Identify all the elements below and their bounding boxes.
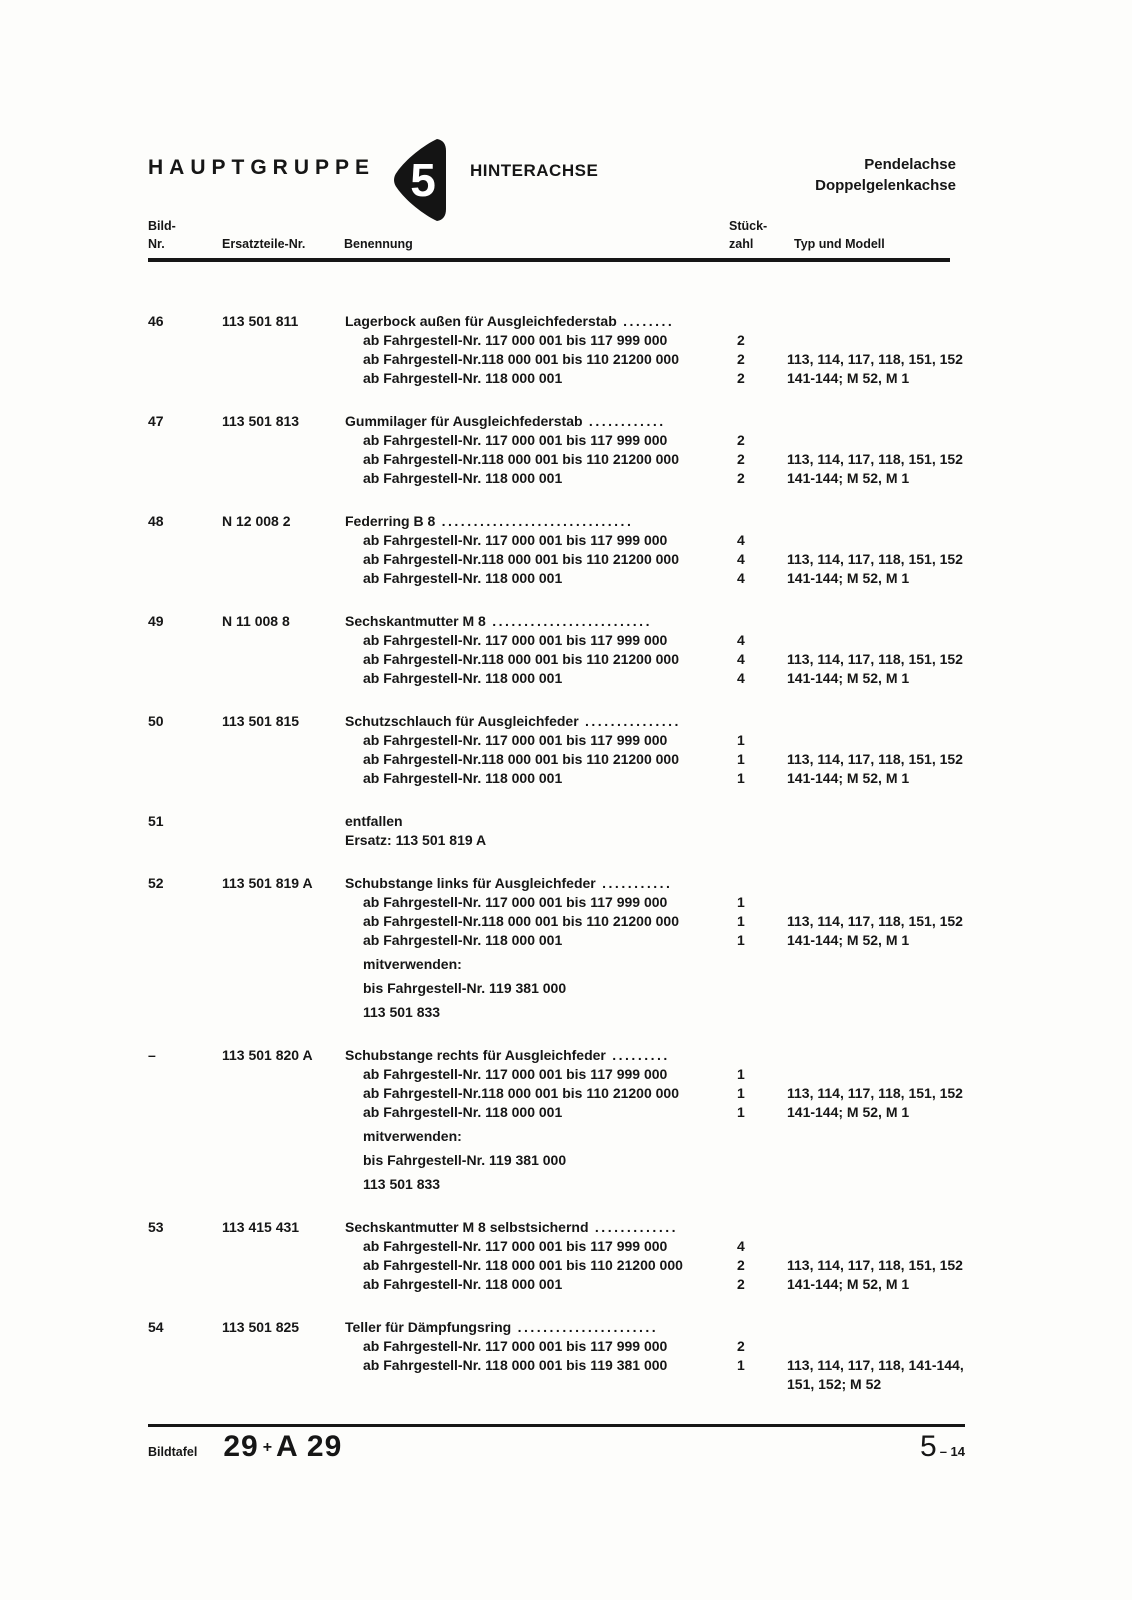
- quantity-value: 1: [737, 932, 745, 948]
- part-name-line: [345, 1318, 988, 1337]
- type-model-value: [787, 331, 988, 350]
- chassis-range-text: ab Fahrgestell-Nr. 117 000 001 bis 117 999 000: [363, 1066, 668, 1082]
- part-number-cell: [222, 812, 345, 850]
- part-name-line: [345, 712, 988, 731]
- chassis-range-line: [345, 531, 988, 550]
- quantity-value: 1: [737, 1104, 745, 1120]
- quantity-value: 1: [737, 913, 745, 929]
- note-line: bis Fahrgestell-Nr. 119 381 000: [363, 1152, 567, 1168]
- part-name: Schutzschlauch für Ausgleichfeder: [345, 713, 579, 729]
- section-title: HINTERACHSE: [470, 161, 599, 180]
- part-number-cell: 113 501 815: [222, 713, 300, 729]
- chassis-range-line: [345, 1084, 988, 1103]
- type-model-value: 141-144; M 52, M 1: [787, 670, 910, 686]
- part-name: Lagerbock außen für Ausgleichfederstab: [345, 313, 617, 329]
- table-row: [148, 874, 988, 1022]
- chassis-range-line: [345, 1337, 988, 1356]
- part-name: Schubstange links für Ausgleichfeder: [345, 875, 596, 891]
- description-cell: [345, 712, 988, 788]
- axle-type-2: Doppelgelenkachse: [815, 177, 956, 194]
- type-model-value: 141-144; M 52, M 1: [787, 770, 910, 786]
- bild-nr-cell: 49: [148, 613, 164, 629]
- description-cell: [345, 412, 988, 488]
- type-model-value: [787, 431, 988, 450]
- part-number-cell: 113 501 813: [222, 413, 300, 429]
- part-name-line: [345, 812, 988, 831]
- note-line: mitverwenden:: [363, 1128, 462, 1144]
- chassis-range-text: ab Fahrgestell-Nr. 117 000 001 bis 117 999 000: [363, 532, 668, 548]
- chassis-range-line: [345, 769, 988, 788]
- description-cell: [345, 612, 988, 688]
- part-name-line: [345, 412, 988, 431]
- chassis-range-text: ab Fahrgestell-Nr. 117 000 001 bis 117 999 000: [363, 1338, 668, 1354]
- type-model-value: 113, 114, 117, 118, 151, 152: [787, 913, 963, 929]
- plate-number: 29: [223, 1430, 259, 1463]
- quantity-value: 2: [737, 1276, 745, 1292]
- type-model-value: [787, 893, 988, 912]
- description-cell: [345, 1318, 988, 1394]
- table-row: [148, 312, 988, 388]
- quantity-value: 2: [737, 332, 745, 348]
- quantity-value: 1: [737, 732, 745, 748]
- chassis-range-text: ab Fahrgestell-Nr. 118 000 001 bis 110 21200 000: [363, 1257, 683, 1273]
- chassis-range-line: [345, 650, 988, 669]
- quantity-value: 4: [737, 651, 745, 667]
- dot-leader: ......................: [511, 1319, 659, 1335]
- chassis-range-text: ab Fahrgestell-Nr. 117 000 001 bis 117 999 000: [363, 732, 668, 748]
- part-number-cell: 113 501 825: [222, 1319, 300, 1335]
- note-line: Ersatz: 113 501 819 A: [345, 832, 487, 848]
- main-group-title: HAUPTGRUPPE: [148, 156, 376, 179]
- part-name-line: [345, 1046, 988, 1065]
- dot-leader: .............: [588, 1219, 678, 1235]
- type-model-value: 113, 114, 117, 118, 151, 152: [787, 751, 963, 767]
- chassis-range-line: [345, 1356, 988, 1375]
- bild-nr-cell: 46: [148, 313, 164, 329]
- type-model-value: 113, 114, 117, 118, 151, 152: [787, 451, 963, 467]
- chassis-range-text: ab Fahrgestell-Nr. 118 000 001: [363, 1276, 563, 1292]
- column-header-stueckzahl: Stück- zahl: [729, 219, 768, 251]
- table-row: [148, 412, 988, 488]
- bild-nr-cell: 50: [148, 713, 164, 729]
- type-model-value: 141-144; M 52, M 1: [787, 370, 910, 386]
- chassis-range-line: [345, 731, 988, 750]
- parts-table-body: [148, 312, 988, 1418]
- chassis-range-line: [345, 893, 988, 912]
- note-line: 113 501 833: [363, 1004, 441, 1020]
- description-cell: [345, 312, 988, 388]
- quantity-value: 1: [737, 1357, 745, 1373]
- chassis-range-text: ab Fahrgestell-Nr.118 000 001 bis 110 21200 000: [363, 751, 679, 767]
- chassis-range-line: [345, 569, 988, 588]
- type-model-value: 151, 152; M 52: [787, 1376, 882, 1392]
- type-model-value: [787, 1065, 988, 1084]
- header-rule: [148, 258, 950, 262]
- dot-leader: ........: [616, 313, 675, 329]
- axle-type-labels: [815, 154, 956, 196]
- page-number-minor: – 14: [939, 1444, 965, 1459]
- note-line: 113 501 833: [363, 1176, 441, 1192]
- table-row: [148, 612, 988, 688]
- chassis-range-text: ab Fahrgestell-Nr.118 000 001 bis 110 21200 000: [363, 913, 679, 929]
- table-row: [148, 712, 988, 788]
- quantity-value: [737, 1375, 787, 1394]
- quantity-value: 2: [737, 1257, 745, 1273]
- plate-reference: [148, 1430, 342, 1464]
- chassis-range-line: [345, 369, 988, 388]
- bild-nr-cell: 51: [148, 813, 164, 829]
- part-name: Gummilager für Ausgleichfederstab: [345, 413, 583, 429]
- quantity-value: 1: [737, 770, 745, 786]
- type-model-value: 141-144; M 52, M 1: [787, 932, 910, 948]
- page-number: [920, 1430, 965, 1464]
- chassis-range-text: ab Fahrgestell-Nr. 118 000 001: [363, 570, 563, 586]
- part-number-cell: 113 501 811: [222, 313, 299, 329]
- quantity-value: 2: [737, 1338, 745, 1354]
- chassis-range-text: ab Fahrgestell-Nr. 117 000 001 bis 117 999 000: [363, 632, 668, 648]
- group-number-badge: [390, 137, 448, 223]
- chassis-range-line: [345, 1275, 988, 1294]
- part-name-line: [345, 874, 988, 893]
- type-model-value: [787, 631, 988, 650]
- quantity-value: 1: [737, 894, 745, 910]
- quantity-value: 4: [737, 632, 745, 648]
- chassis-range-line: [345, 631, 988, 650]
- dot-leader: ...............: [578, 713, 681, 729]
- chassis-range-line: [345, 750, 988, 769]
- chassis-range-line: [345, 431, 988, 450]
- quantity-value: 2: [737, 432, 745, 448]
- plate-number-alt: A 29: [276, 1430, 343, 1463]
- part-name-line: [345, 512, 988, 531]
- column-header-benennung: Benennung: [344, 237, 413, 251]
- dot-leader: ...........: [595, 875, 673, 891]
- chassis-range-text: ab Fahrgestell-Nr. 118 000 001: [363, 470, 563, 486]
- type-model-value: [787, 731, 988, 750]
- type-model-value: 113, 114, 117, 118, 151, 152: [787, 551, 963, 567]
- part-name-line: [345, 1218, 988, 1237]
- type-model-value: 141-144; M 52, M 1: [787, 1276, 910, 1292]
- chassis-range-text: ab Fahrgestell-Nr. 118 000 001: [363, 370, 563, 386]
- part-name: entfallen: [345, 813, 403, 829]
- quantity-value: 4: [737, 1238, 745, 1254]
- quantity-value: 4: [737, 532, 745, 548]
- dot-leader: .........................: [485, 613, 652, 629]
- quantity-value: 4: [737, 570, 745, 586]
- chassis-range-line: [345, 1065, 988, 1084]
- page-number-major: 5: [920, 1430, 937, 1463]
- chassis-range-line: [345, 1256, 988, 1275]
- group-number: 5: [410, 154, 436, 206]
- type-model-value: [787, 1337, 988, 1356]
- chassis-range-text: ab Fahrgestell-Nr. 118 000 001: [363, 1104, 563, 1120]
- chassis-range-text: [345, 1375, 737, 1394]
- quantity-value: 1: [737, 1085, 745, 1101]
- description-cell: [345, 874, 988, 1022]
- chassis-range-text: ab Fahrgestell-Nr. 117 000 001 bis 117 999 000: [363, 432, 668, 448]
- part-name: Federring B 8: [345, 513, 436, 529]
- part-number-cell: 113 501 820 A: [222, 1047, 313, 1063]
- part-name: Schubstange rechts für Ausgleichfeder: [345, 1047, 606, 1063]
- chassis-range-text: ab Fahrgestell-Nr.118 000 001 bis 110 21200 000: [363, 1085, 679, 1101]
- part-name: Sechskantmutter M 8: [345, 613, 486, 629]
- bild-nr-cell: –: [148, 1047, 156, 1063]
- quantity-value: 1: [737, 751, 745, 767]
- quantity-value: 2: [737, 470, 745, 486]
- part-name-line: [345, 312, 988, 331]
- column-header-ersatzteile-nr: Ersatzteile-Nr.: [222, 237, 306, 251]
- bild-nr-cell: 53: [148, 1219, 164, 1235]
- chassis-range-text: ab Fahrgestell-Nr.118 000 001 bis 110 21200 000: [363, 351, 679, 367]
- type-model-value: 113, 114, 117, 118, 151, 152: [787, 1085, 963, 1101]
- quantity-value: 1: [737, 1066, 745, 1082]
- type-model-value: 113, 114, 117, 118, 141-144,: [787, 1357, 964, 1373]
- table-row: [148, 512, 988, 588]
- bild-nr-cell: 54: [148, 1319, 164, 1335]
- quantity-value: 2: [737, 370, 745, 386]
- chassis-range-text: ab Fahrgestell-Nr. 117 000 001 bis 117 999 000: [363, 894, 668, 910]
- chassis-range-line: [345, 912, 988, 931]
- description-cell: [345, 812, 988, 850]
- column-header-typ-und-modell: Typ und Modell: [794, 237, 885, 251]
- dot-leader: ..............................: [435, 513, 634, 529]
- plate-plus-sign: +: [262, 1439, 273, 1456]
- table-row: [148, 1218, 988, 1294]
- type-model-value: 113, 114, 117, 118, 151, 152: [787, 351, 963, 367]
- quantity-value: 4: [737, 551, 745, 567]
- chassis-range-text: ab Fahrgestell-Nr. 118 000 001 bis 119 381 000: [363, 1357, 668, 1373]
- part-number-cell: N 11 008 8: [222, 613, 290, 629]
- part-name-line: [345, 612, 988, 631]
- dot-leader: .........: [605, 1047, 670, 1063]
- bild-nr-cell: 48: [148, 513, 164, 529]
- chassis-range-text: ab Fahrgestell-Nr. 118 000 001: [363, 670, 563, 686]
- table-row: [148, 1046, 988, 1194]
- chassis-range-line: [345, 931, 988, 950]
- chassis-range-line: [345, 1103, 988, 1122]
- type-model-value: 141-144; M 52, M 1: [787, 570, 910, 586]
- bildtafel-label: Bildtafel: [148, 1445, 198, 1459]
- quantity-value: 2: [737, 351, 745, 367]
- note-line: bis Fahrgestell-Nr. 119 381 000: [363, 980, 567, 996]
- description-cell: [345, 1046, 988, 1194]
- type-model-value: [787, 531, 988, 550]
- type-model-value: 141-144; M 52, M 1: [787, 470, 910, 486]
- chassis-range-line: [345, 450, 988, 469]
- quantity-value: 4: [737, 670, 745, 686]
- part-number-cell: 113 415 431: [222, 1219, 300, 1235]
- column-header-bild-nr: Bild- Nr.: [148, 219, 176, 251]
- table-row: [148, 812, 988, 850]
- footer-rule: [148, 1424, 965, 1427]
- part-number-cell: 113 501 819 A: [222, 875, 313, 891]
- chassis-range-line: [345, 1375, 988, 1394]
- type-model-value: [787, 1237, 988, 1256]
- chassis-range-line: [345, 331, 988, 350]
- part-number-cell: N 12 008 2: [222, 513, 291, 529]
- chassis-range-text: ab Fahrgestell-Nr.118 000 001 bis 110 21200 000: [363, 651, 679, 667]
- description-cell: [345, 1218, 988, 1294]
- chassis-range-text: ab Fahrgestell-Nr. 118 000 001: [363, 770, 563, 786]
- quantity-value: 2: [737, 451, 745, 467]
- note-line: mitverwenden:: [363, 956, 462, 972]
- dot-leader: ............: [582, 413, 666, 429]
- chassis-range-line: [345, 350, 988, 369]
- type-model-value: 113, 114, 117, 118, 151, 152: [787, 1257, 963, 1273]
- chassis-range-text: ab Fahrgestell-Nr. 117 000 001 bis 117 999 000: [363, 1238, 668, 1254]
- chassis-range-line: [345, 469, 988, 488]
- chassis-range-line: [345, 669, 988, 688]
- axle-type-1: Pendelachse: [864, 156, 956, 173]
- type-model-value: 141-144; M 52, M 1: [787, 1104, 910, 1120]
- table-row: [148, 1318, 988, 1394]
- part-name: Teller für Dämpfungsring: [345, 1319, 512, 1335]
- chassis-range-text: ab Fahrgestell-Nr.118 000 001 bis 110 21200 000: [363, 551, 679, 567]
- chassis-range-line: [345, 550, 988, 569]
- description-cell: [345, 512, 988, 588]
- chassis-range-text: ab Fahrgestell-Nr. 118 000 001: [363, 932, 563, 948]
- bild-nr-cell: 52: [148, 875, 164, 891]
- chassis-range-text: ab Fahrgestell-Nr.118 000 001 bis 110 21200 000: [363, 451, 679, 467]
- chassis-range-line: [345, 1237, 988, 1256]
- type-model-value: 113, 114, 117, 118, 151, 152: [787, 651, 963, 667]
- chassis-range-text: ab Fahrgestell-Nr. 117 000 001 bis 117 999 000: [363, 332, 668, 348]
- bild-nr-cell: 47: [148, 413, 164, 429]
- part-name: Sechskantmutter M 8 selbstsichernd: [345, 1219, 589, 1235]
